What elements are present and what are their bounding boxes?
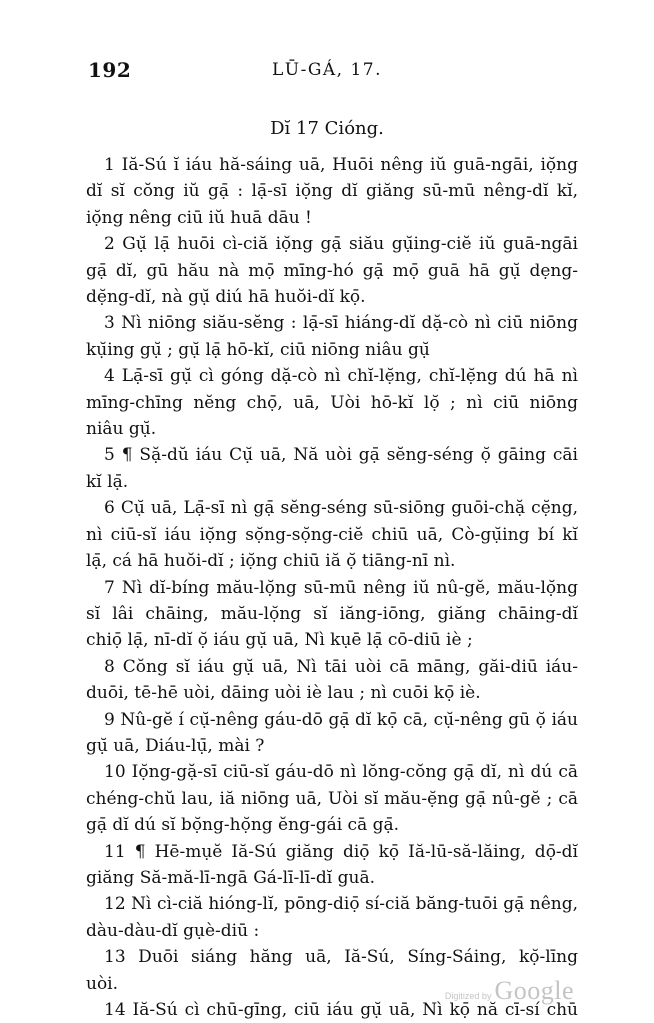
verse-2 xyxy=(86,231,578,310)
verse-line: 1 Iă-Sú ĭ iáu hă-sáing uā, Huōi nêng iŭ guā-ngāi, iọ̆ng xyxy=(104,155,578,175)
verse-1 xyxy=(86,152,578,231)
running-head: LŪ-GÁ, 17. xyxy=(271,60,383,80)
verse-line: 2 Gụ̆ lạ̄ huōi cì-ciă iọ̆ng gạ̄ siău gụ̆ing-ciĕ iŭ guā-ngāi xyxy=(104,234,578,255)
verse-line: kĭ lạ̄. xyxy=(86,471,129,492)
verse-line: kụ̆ing gụ̆ ; gụ̆ lạ̄ hō-kĭ, ciū niōng niâu gụ̆ xyxy=(86,339,430,360)
verse-12 xyxy=(86,891,578,944)
verse-9 xyxy=(86,707,578,760)
verse-line: 7 Nì dĭ-bíng mău-lọ̆ng sū-mū nêng iŭ nû-gĕ, mău-lọ̆ng xyxy=(104,577,578,598)
verse-line: uòi. xyxy=(86,973,119,994)
verse-line: 14 Iă-Sú cì chū-gīng, ciū iáu gụ̆ uā, Nì kọ̄ nă cī-sí chū xyxy=(104,1000,578,1020)
verse-line: lạ̄, cá hā huŏi-dĭ ; iọ̆ng chiū iă ọ̆ tiāng-nī nì. xyxy=(86,551,456,572)
verse-line: niâu gụ̆. xyxy=(86,419,157,440)
verse-line: 5 ¶ Sặ-dŭ iáu Cụ̆ uā, Nă uòi gạ̄ sĕng-séng ọ̆ gāing cāi xyxy=(104,445,578,466)
verse-4 xyxy=(86,363,578,442)
verse-line: dàu-dàu-dĭ gụè-diū : xyxy=(86,920,260,941)
verse-5 xyxy=(86,442,578,495)
verse-line: dĭ sĭ cŏng iŭ gạ̄ : lạ̄-sī iọ̆ng dĭ giăng sū-mū nêng-dĭ kĭ, xyxy=(86,181,578,202)
page-number: 192 xyxy=(88,58,132,82)
verse-line: giăng Să-mă-lī-ngā Gá-lī-lī-dĭ guā. xyxy=(86,867,375,888)
verse-line: 4 Lạ̄-sī gụ̆ cì góng dặ-cò nì chĭ-lẹ̆ng, chĭ-lẹ̆ng dú hā nì xyxy=(104,366,578,387)
verse-line: nì ciū-sĭ iáu iọ̆ng sọ̆ng-sọ̆ng-ciĕ chiū uā, Cò-gụ̆ing bí kĭ xyxy=(86,524,578,545)
verse-7 xyxy=(86,575,578,654)
verse-line: gụ̆ uā, Diáu-lụ̄, mài ? xyxy=(86,735,265,756)
verse-line: dẹ̆ng-dĭ, nà gụ̆ diú hā huŏi-dĭ kọ̄. xyxy=(86,287,366,308)
verse-line: 8 Cŏng sĭ iáu gụ̆ uā, Nì tāi uòi cā māng, găi-diū iáu- xyxy=(104,656,578,677)
text-body xyxy=(86,152,578,1023)
verse-line: duōi, tē-hē uòi, dāing uòi iè lau ; nì cuōi kọ̄ iè. xyxy=(86,683,481,704)
verse-10 xyxy=(86,759,578,838)
verse-8 xyxy=(86,654,578,707)
verse-line: gạ̄ dĭ dú sĭ bọ̆ng-họ̆ng ĕng-gái cā gạ̄. xyxy=(86,815,400,836)
verse-line: 10 Iọ̆ng-gặ-sī ciū-sĭ gáu-dō nì lŏng-cŏng gạ̄ dĭ, nì dú cā xyxy=(104,762,578,783)
verse-line: 12 Nì cì-ciă hióng-lĭ, pōng-diọ̄ sí-ciă băng-tuōi gạ̄ nêng, xyxy=(104,894,578,915)
verse-line: chiọ̄ lạ̄, nī-dĭ ọ̆ iáu gụ̆ uā, Nì kụē lạ̄ cō-diū iè ; xyxy=(86,630,473,651)
verse-line: 9 Nû-gĕ í cụ̆-nêng gáu-dō gạ̄ dĭ kọ̄ cā, cụ̆-nêng gū ọ̆ iáu xyxy=(104,709,578,730)
verse-3 xyxy=(86,310,578,363)
verse-line: 13 Duōi siáng hăng uā, Iă-Sú, Síng-Sáing, kọ̆-līng xyxy=(104,947,578,968)
verse-line: 6 Cụ̆ uā, Lạ̄-sī nì gạ̄ sĕng-séng sū-siōng guōi-chặ cẹ̆ng, xyxy=(104,498,578,519)
verse-line: iọ̆ng nêng ciū iŭ huā dāu ! xyxy=(86,207,312,228)
verse-line: sĭ lâi chāing, mău-lọ̆ng sĭ iăng-iōng, giăng chāing-dĭ xyxy=(86,603,578,624)
verse-line: 3 Nì niōng siău-sĕng : lạ̄-sī hiáng-dĭ dặ-cò nì ciū niōng xyxy=(104,313,578,334)
verse-line: 11 ¶ Hē-mụĕ Iă-Sú giăng diọ̄ kọ̄ Iă-lū-să-lăing, dọ̄-dĭ xyxy=(104,841,578,862)
verse-11 xyxy=(86,839,578,892)
verse-6 xyxy=(86,495,578,574)
verse-line: gạ̄ dĭ, gū hău nà mọ̄ mīng-hó gạ̄ mọ̄ guā hā gụ̆ dẹng- xyxy=(86,260,578,281)
digitized-watermark xyxy=(445,976,574,1006)
verse-line: mīng-chīng nĕng chọ̄, uā, Uòi hō-kĭ lọ̆ ; nì ciū niōng xyxy=(86,392,578,413)
verse-line: chéng-chŭ lau, iă niōng uā, Uòi sĭ mău-ẹ̆ng gạ̄ nû-gĕ ; cā xyxy=(86,788,578,809)
watermark-prefix: Digitized by xyxy=(444,991,492,1001)
google-logo: Google xyxy=(494,976,574,1005)
chapter-title: Dĭ 17 Cióng. xyxy=(270,118,384,139)
